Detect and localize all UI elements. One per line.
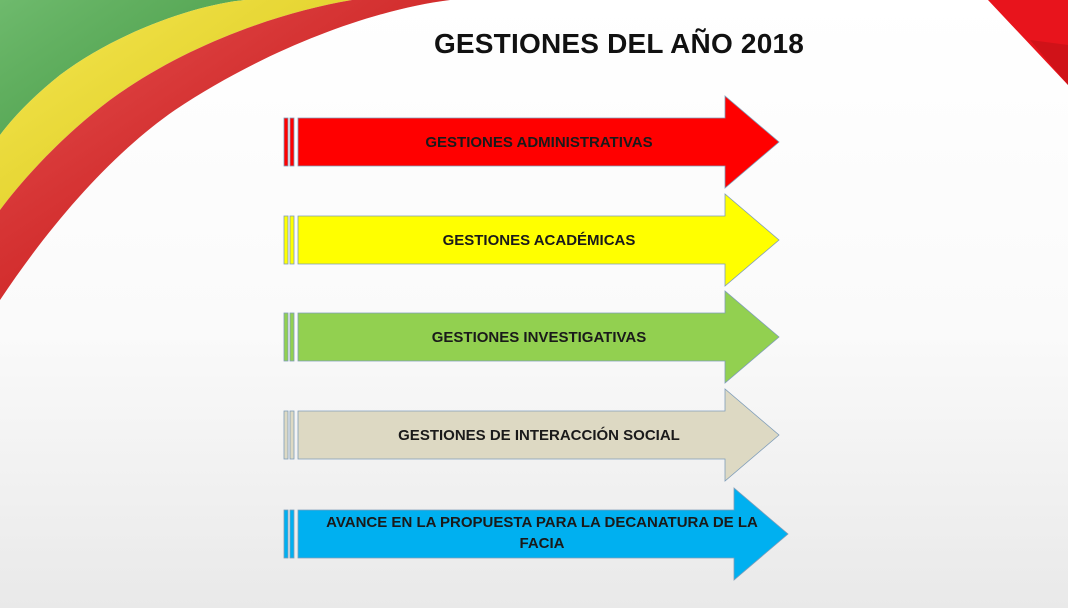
arrow-item bbox=[282, 193, 792, 293]
arrow-label: GESTIONES ADMINISTRATIVAS bbox=[425, 134, 653, 151]
arrow-item bbox=[282, 388, 792, 488]
arrow-label: GESTIONES ACADÉMICAS bbox=[442, 232, 636, 249]
arrow-item bbox=[282, 487, 792, 587]
arrow-label: GESTIONES INVESTIGATIVAS bbox=[431, 329, 647, 346]
arrow-item bbox=[282, 290, 792, 390]
arrow-label: GESTIONES DE INTERACCIÓN SOCIAL bbox=[398, 427, 680, 444]
arrow-item bbox=[282, 95, 792, 195]
arrow-label: AVANCE EN LA PROPUESTA PARA LA DECANATURA DE LA FACIA bbox=[326, 514, 758, 552]
page-title: GESTIONES DEL AÑO 2018 bbox=[433, 28, 805, 59]
